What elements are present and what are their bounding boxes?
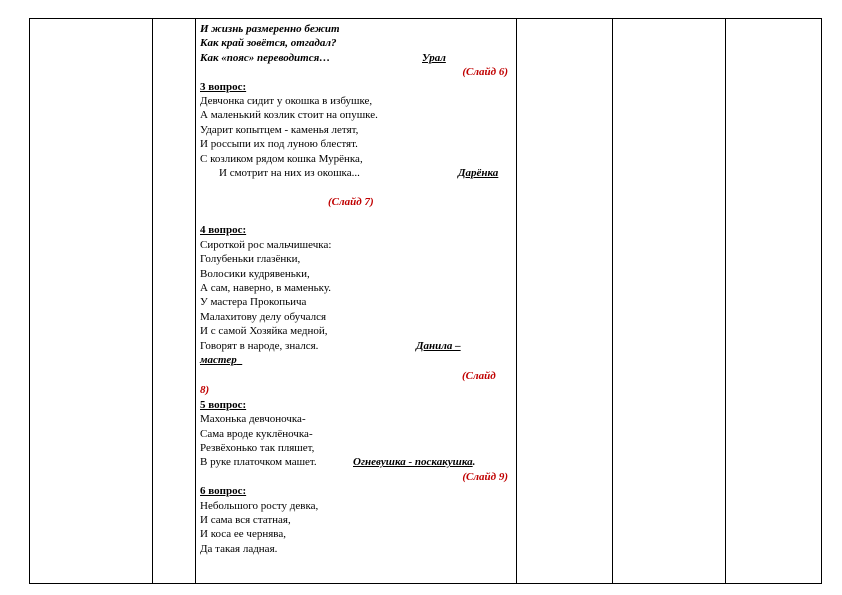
column-divider-1 xyxy=(152,19,153,583)
answer-ognevushka-text: Огневушка - поскакушка xyxy=(353,456,473,469)
slide-ref xyxy=(200,195,512,209)
slide-8-part2: 8) xyxy=(200,384,210,397)
poem-line: А сам, наверно, в маменьку. xyxy=(200,282,332,295)
question-5-title: 5 вопрос: xyxy=(200,398,247,411)
poem-line: Сироткой рос мальчишечка: xyxy=(200,238,332,251)
poem-line: И россыпи их под луною блестят. xyxy=(200,138,358,151)
poem-line: Резвёхонько так пляшет, xyxy=(200,441,315,454)
slide-6: (Слайд 6) xyxy=(462,66,508,79)
column-divider-5 xyxy=(725,19,726,583)
poem-line: Девчонка сидит у окошка в избушке, xyxy=(200,94,373,107)
column-divider-4 xyxy=(612,19,613,583)
poem-line: И жизнь размеренно бежит xyxy=(200,23,340,35)
slide-ref xyxy=(200,367,512,383)
poem-line: У мастера Прокопьича xyxy=(200,296,307,309)
poem-line: И смотрит на них из окошка... xyxy=(219,166,360,179)
answer-danila-part2: мастер xyxy=(200,353,237,366)
poem-line: Говорят в народе, знался. xyxy=(200,339,319,352)
slide-9: (Слайд 9) xyxy=(462,470,508,483)
question-6-title: 6 вопрос: xyxy=(200,485,247,498)
column-divider-3 xyxy=(516,19,517,583)
question-3-title: 3 вопрос: xyxy=(200,80,247,93)
poem-line-with-answer xyxy=(200,339,512,353)
slide-ref xyxy=(200,470,512,484)
poem-line: Как «пояс» переводится… xyxy=(200,51,331,64)
poem-line-with-answer xyxy=(200,51,512,65)
poem-line-with-answer xyxy=(200,455,512,469)
poem-line: Да такая ладная. xyxy=(200,542,278,555)
poem-line: Малахитову делу обучался xyxy=(200,310,327,323)
answer-danila-part1: Данила – xyxy=(416,339,461,352)
poem-line: Голубеньки глазёнки, xyxy=(200,253,301,266)
poem-line: Махонька девчоночка- xyxy=(200,413,306,426)
poem-line: Ударит копытцем - каменья летят, xyxy=(200,123,359,136)
answer-ognevushka-tail: . xyxy=(472,456,476,469)
poem-line: А маленький козлик стоит на опушке. xyxy=(200,109,378,122)
poem-line: И с самой Хозяйка медной, xyxy=(200,325,328,338)
answer-ognevushka xyxy=(353,455,475,469)
poem-line: Небольшого росту девка, xyxy=(200,499,319,512)
poem-line-with-answer xyxy=(200,166,512,180)
poem-line: В руке платочком машет. xyxy=(200,456,317,469)
answer-ural: Урал xyxy=(422,51,446,64)
poem-line: С козликом рядом кошка Мурёнка, xyxy=(200,152,363,165)
poem-line: И сама вся статная, xyxy=(200,513,291,526)
question-4-title: 4 вопрос: xyxy=(200,224,247,237)
poem-line: Как край зовётся, отгадал? xyxy=(200,37,337,50)
poem-line: Сама вроде куклёночка- xyxy=(200,427,313,440)
slide-8-part1: (Слайд xyxy=(462,370,496,383)
slide-ref xyxy=(200,65,512,79)
slide-7: (Слайд 7) xyxy=(328,195,374,208)
answer-continuation xyxy=(200,353,512,367)
answer-darenka: Дарёнка xyxy=(458,166,499,179)
quiz-content xyxy=(200,22,512,556)
poem-line: Волосики кудрявеньки, xyxy=(200,267,310,280)
column-divider-2 xyxy=(195,19,196,583)
poem-line: И коса ее чернява, xyxy=(200,528,286,541)
slide-ref-continuation xyxy=(200,383,512,397)
